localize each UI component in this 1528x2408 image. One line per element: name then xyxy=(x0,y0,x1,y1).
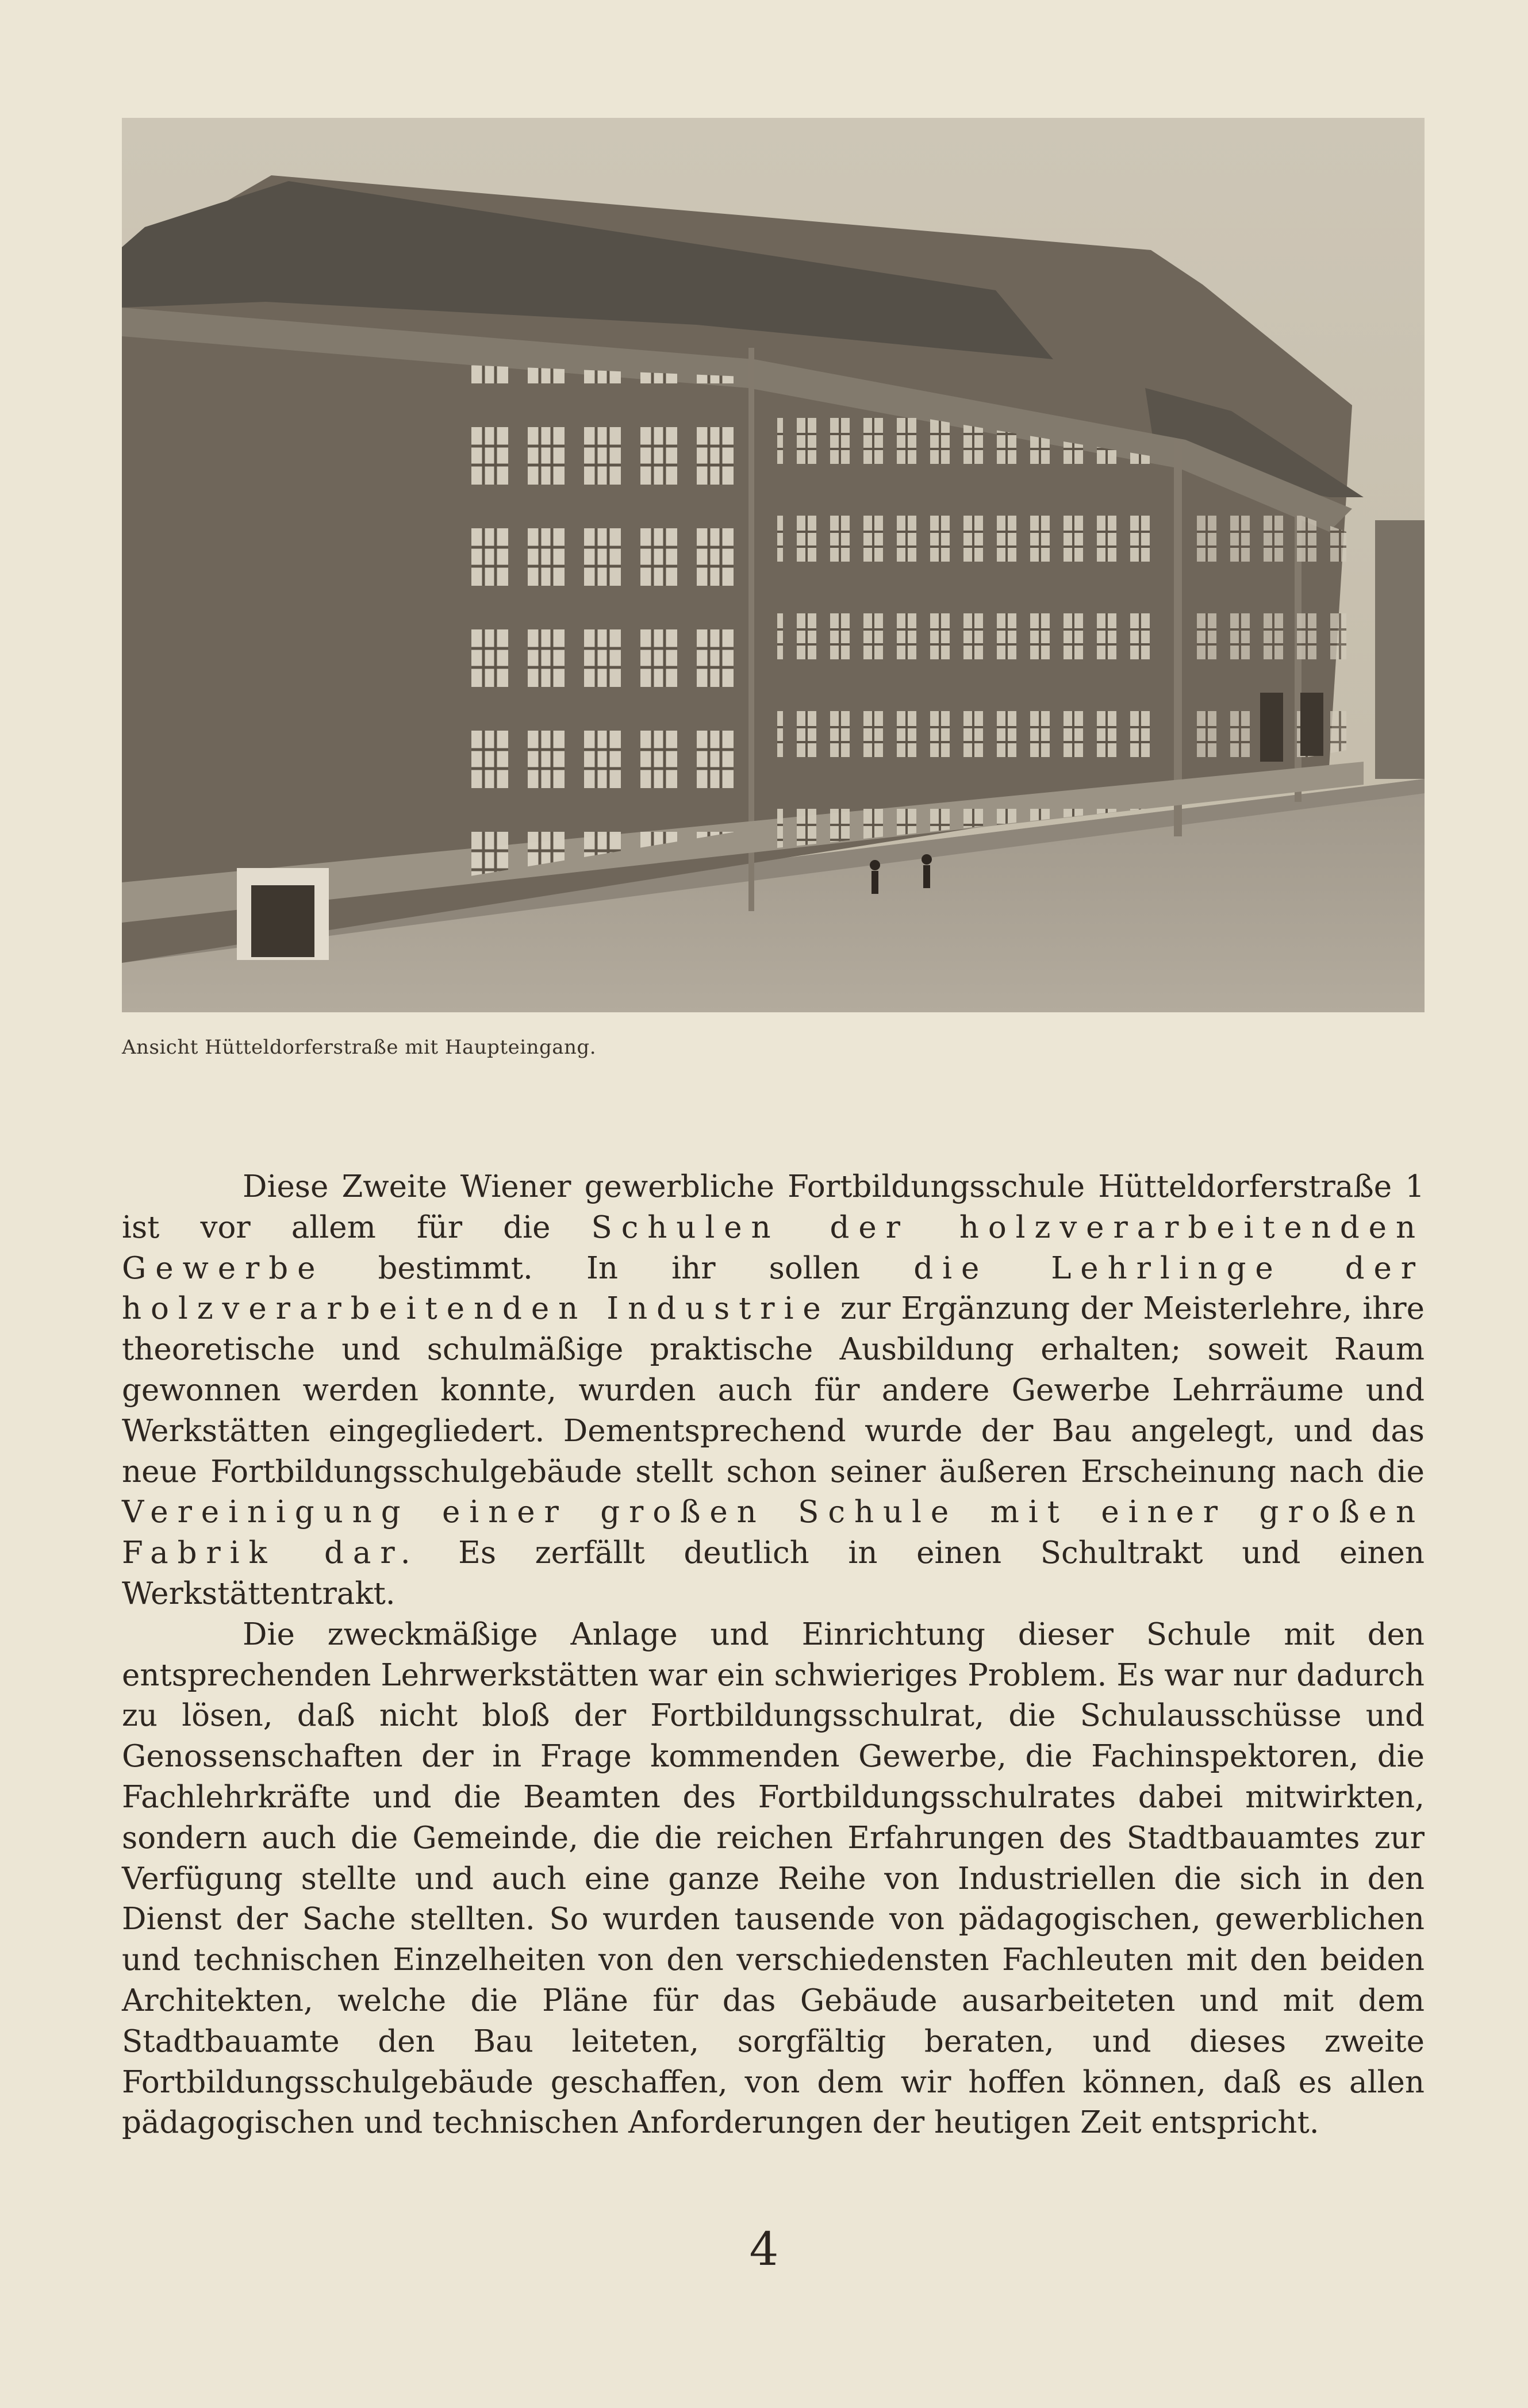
building-photograph xyxy=(122,118,1425,1012)
text-segment: Es zerfällt deutlich in einen Schultrakt und einen Werkstättentrakt. xyxy=(122,1535,1425,1611)
body-text xyxy=(122,1167,1425,2144)
spaced-emphasis: Schulen der holzverarbeitenden Gewerbe xyxy=(122,1209,1425,1286)
spaced-emphasis: die Lehrlinge der holzverarbeitenden Industrie xyxy=(122,1250,1425,1327)
text-segment: Diese Zweite Wiener gewerbliche Fortbildungsschule Hütteldorferstraße 1 ist vor allem für die xyxy=(122,1169,1425,1245)
paragraph xyxy=(122,1615,1425,2144)
building-photo-image xyxy=(122,118,1425,1012)
text-segment: bestimmt. In ihr sollen xyxy=(324,1250,914,1286)
photo-caption: Ansicht Hütteldorferstraße mit Haupteingang. xyxy=(122,1036,597,1059)
text-segment: zur Ergänzung der Meisterlehre, ihre theoretische und schulmäßige praktische Ausbildung erhalten; soweit Raum gewonnen werden konnte, wurden auch für andere Gewerbe Lehrräume und Werkstätten eingegliedert. Dementsprechend wurde der Bau angelegt, und das neue Fortbildungsschulgebäude stellt schon seiner äußeren Erscheinung nach die xyxy=(122,1291,1425,1489)
page-number: 4 xyxy=(749,2222,779,2276)
spaced-emphasis: Vereinigung einer großen Schule mit einer großen Fabrik dar. xyxy=(122,1495,1425,1571)
paragraph xyxy=(122,1167,1425,1615)
text-segment: Die zweckmäßige Anlage und Einrichtung dieser Schule mit den entsprechenden Lehrwerkstätten war ein schwieriges Problem. Es war nur dadurch zu lösen, daß nicht bloß der Fortbildungsschulrat, die Schulausschüsse und Genossenschaften der in Frage kommenden Gewerbe, die Fachinspektoren, die Fachlehrkräfte und die Beamten des Fortbildungsschulrates dabei mitwirkten, sondern auch die Gemeinde, die die reichen Erfahrungen des Stadtbauamtes zur Verfügung stellte und auch eine ganze Reihe von Industriellen die sich in den Dienst der Sache stellten. So wurden tausende von pädagogischen, gewerblichen und technischen Einzelheiten von den verschiedensten Fachleuten mit den beiden Architekten, welche die Pläne für das Gebäude ausarbeiteten und mit dem Stadtbauamte den Bau leiteten, sorgfältig beraten, und dieses zweite Fortbildungsschulgebäude geschaffen, von dem wir hoffen können, daß es allen pädagogischen und technischen Anforderungen der heutigen Zeit entspricht. xyxy=(122,1616,1425,2141)
